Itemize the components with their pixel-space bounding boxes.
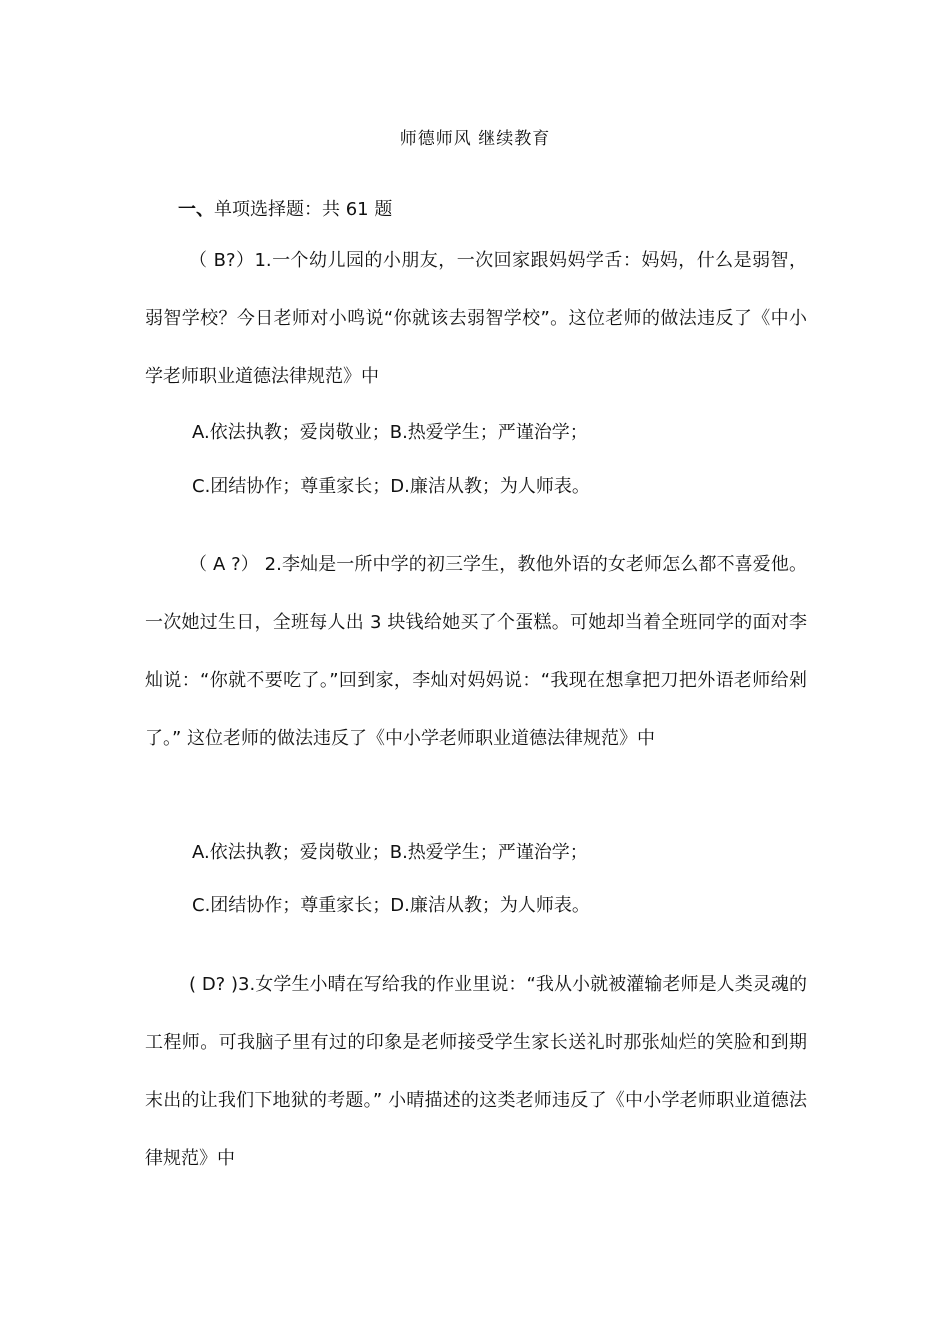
question-2-options-ab: A.依法执教；爱岗敬业；B.热爱学生；严谨治学； [192,842,588,863]
question-2-text: （ A ?） 2.李灿是一所中学的初三学生，教他外语的女老师怎么都不喜爱他。一次她过生日，全班每人出 3 块钱给她买了个蛋糕。可她却当着全班同学的面对李灿说：“你就不要吃了。”回到家，李灿对妈妈说：“我现在想拿把刀把外语老师给剁了。” 这位老师的做法违反了《中小学老师职业道德法律规范》中 [145,554,807,749]
question-1-text: （ B?）1.一个幼儿园的小朋友，一次回家跟妈妈学舌：妈妈，什么是弱智，弱智学校？今日老师对小鸣说“你就该去弱智学校”。这位老师的做法违反了《中小学老师职业道德法律规范》中 [145,250,807,387]
section-heading-text: 单项选择题：共 61 题 [214,199,393,220]
question-1-options-cd: C.团结协作；尊重家长；D.廉洁从教；为人师表。 [192,476,590,497]
question-3-text: ( D? )3.女学生小晴在写给我的作业里说：“我从小就被灌输老师是人类灵魂的工程师。可我脑子里有过的印象是老师接受学生家长送礼时那张灿烂的笑脸和到期末出的让我们下地狱的考题。” 小晴描述的这类老师违反了《中小学老师职业道德法律规范》中 [145,974,807,1169]
section-heading-number: 一、 [178,199,214,220]
question-1-options-ab: A.依法执教；爱岗敬业；B.热爱学生；严谨治学； [192,422,588,443]
document-title: 师德师风 继续教育 [399,129,551,149]
section-heading [178,195,392,221]
question-2-options-cd: C.团结协作；尊重家长；D.廉洁从教；为人师表。 [192,895,590,916]
